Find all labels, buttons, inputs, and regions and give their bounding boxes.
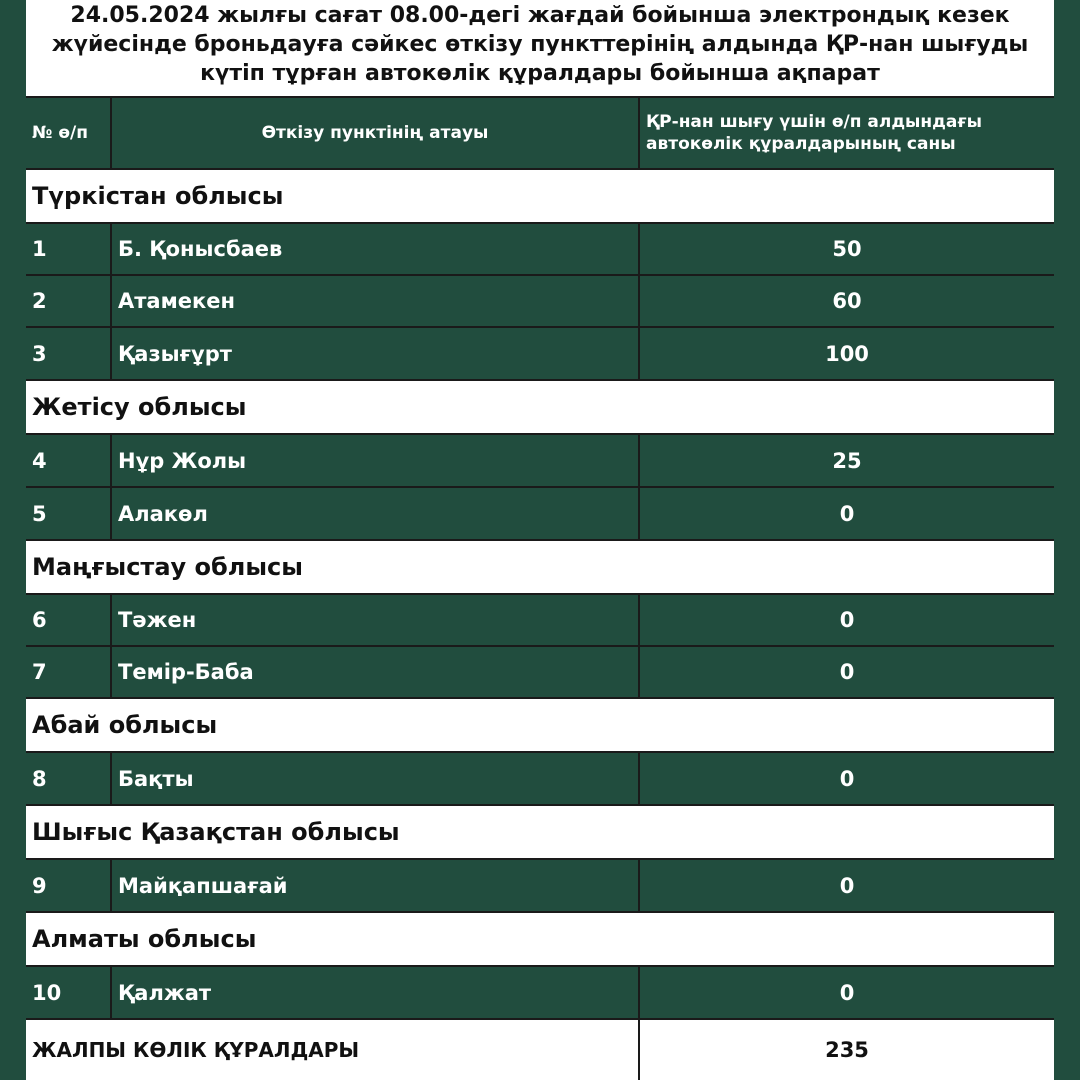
table-row bbox=[26, 276, 1054, 328]
row-count: 50 bbox=[832, 237, 862, 261]
row-num: 6 bbox=[26, 595, 112, 645]
region-name: Жетісу облысы bbox=[32, 393, 247, 421]
region-row bbox=[26, 381, 1054, 435]
region-name: Маңғыстау облысы bbox=[32, 553, 303, 581]
total-row bbox=[26, 1020, 1054, 1080]
row-name: Алакөл bbox=[112, 488, 640, 539]
header-num: № ө/п bbox=[26, 98, 112, 168]
row-name: Атамекен bbox=[112, 276, 640, 326]
row-count: 0 bbox=[839, 980, 855, 1005]
table-row bbox=[26, 328, 1054, 381]
region-name: Шығыс Қазақстан облысы bbox=[32, 818, 400, 846]
row-num: 3 bbox=[26, 328, 112, 379]
table-row bbox=[26, 753, 1054, 806]
row-name: Нұр Жолы bbox=[112, 435, 640, 486]
region-row bbox=[26, 541, 1054, 595]
row-name: Қазығұрт bbox=[112, 328, 640, 379]
table-row bbox=[26, 647, 1054, 699]
region-name: Абай облысы bbox=[32, 711, 218, 739]
row-num: 8 bbox=[26, 753, 112, 804]
table-row bbox=[26, 860, 1054, 913]
row-name: Майқапшағай bbox=[112, 860, 640, 911]
row-count: 0 bbox=[839, 501, 855, 526]
region-name: Түркістан облысы bbox=[32, 182, 284, 210]
row-num: 2 bbox=[26, 276, 112, 326]
region-name: Алматы облысы bbox=[32, 925, 257, 953]
row-name: Темір-Баба bbox=[112, 647, 640, 697]
region-row bbox=[26, 170, 1054, 224]
row-count: 25 bbox=[832, 448, 862, 473]
table-row bbox=[26, 595, 1054, 647]
table-row bbox=[26, 435, 1054, 488]
row-num: 10 bbox=[26, 967, 112, 1018]
row-name: Қалжат bbox=[112, 967, 640, 1018]
row-num: 1 bbox=[26, 224, 112, 274]
report-title: 24.05.2024 жылғы сағат 08.00-дегі жағдай бойынша электрондық кезек жүйесінде броньдауға сәйкес өткізу пункттерінің алдында ҚР-нан шығуды күтіп тұрған автокөлік құралдары бойынша ақпарат bbox=[26, 0, 1054, 98]
region-row bbox=[26, 913, 1054, 967]
row-count: 0 bbox=[839, 660, 855, 684]
row-num: 5 bbox=[26, 488, 112, 539]
table-header bbox=[26, 98, 1054, 170]
row-count: 0 bbox=[839, 766, 855, 791]
region-row bbox=[26, 699, 1054, 753]
row-name: Бақты bbox=[112, 753, 640, 804]
row-count: 0 bbox=[839, 873, 855, 898]
row-num: 4 bbox=[26, 435, 112, 486]
total-label: ЖАЛПЫ КӨЛІК ҚҰРАЛДАРЫ bbox=[26, 1020, 640, 1080]
row-name: Тәжен bbox=[112, 595, 640, 645]
row-name: Б. Қонысбаев bbox=[112, 224, 640, 274]
report-sheet bbox=[26, 0, 1054, 1080]
row-count: 60 bbox=[832, 289, 862, 313]
table-row bbox=[26, 224, 1054, 276]
header-count: ҚР-нан шығу үшін ө/п алдындағы автокөлік құралдарының саны bbox=[646, 112, 982, 154]
row-count: 0 bbox=[839, 608, 855, 632]
table-row bbox=[26, 967, 1054, 1020]
region-row bbox=[26, 806, 1054, 860]
row-count: 100 bbox=[825, 341, 869, 366]
table-row bbox=[26, 488, 1054, 541]
row-num: 7 bbox=[26, 647, 112, 697]
row-num: 9 bbox=[26, 860, 112, 911]
header-name: Өткізу пунктінің атауы bbox=[112, 98, 640, 168]
total-value: 235 bbox=[825, 1038, 869, 1062]
